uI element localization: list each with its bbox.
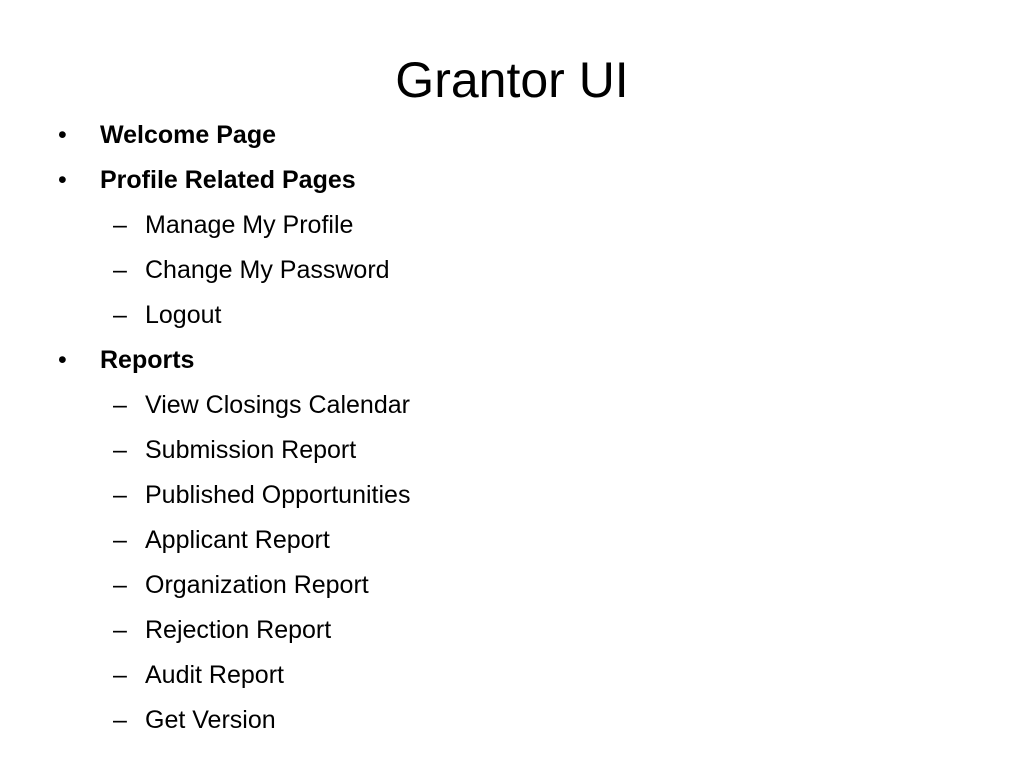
bullet-icon: • xyxy=(58,346,67,374)
list-item-label: Change My Password xyxy=(145,256,390,284)
list-item-audit-report xyxy=(56,653,956,698)
dash-icon: – xyxy=(113,391,127,419)
dash-icon: – xyxy=(113,481,127,509)
list-item-reports xyxy=(56,338,956,383)
bullet-icon: • xyxy=(58,166,67,194)
slide-title: Grantor UI xyxy=(395,52,629,108)
bullet-icon: • xyxy=(58,121,67,149)
list-item-logout xyxy=(56,293,956,338)
list-item-published-opportunities xyxy=(56,473,956,518)
list-item-manage-my-profile xyxy=(56,203,956,248)
list-item-applicant-report xyxy=(56,518,956,563)
list-item-label: Welcome Page xyxy=(100,121,277,149)
list-item-get-version xyxy=(56,698,956,743)
dash-icon: – xyxy=(113,661,127,689)
dash-icon: – xyxy=(113,436,127,464)
list-item-rejection-report xyxy=(56,608,956,653)
dash-icon: – xyxy=(113,616,127,644)
dash-icon: – xyxy=(113,211,127,239)
list-item-label: Get Version xyxy=(145,706,276,734)
list-item-view-closings-calendar xyxy=(56,383,956,428)
list-item-submission-report xyxy=(56,428,956,473)
list-item-label: Published Opportunities xyxy=(145,481,411,509)
dash-icon: – xyxy=(113,301,127,329)
list-item-profile-related-pages xyxy=(56,158,956,203)
dash-icon: – xyxy=(113,706,127,734)
list-item-label: Submission Report xyxy=(145,436,357,464)
list-item-label: Profile Related Pages xyxy=(100,166,356,194)
list-item-label: Audit Report xyxy=(145,661,284,689)
list-item-change-my-password xyxy=(56,248,956,293)
list-item-label: Organization Report xyxy=(145,571,369,599)
list-item-label: Manage My Profile xyxy=(145,211,354,239)
list-item-welcome-page xyxy=(56,113,956,158)
list-item-label: Rejection Report xyxy=(145,616,332,644)
dash-icon: – xyxy=(113,526,127,554)
dash-icon: – xyxy=(113,256,127,284)
list-item-label: Reports xyxy=(100,346,195,374)
bullet-list xyxy=(56,113,956,743)
list-item-label: Applicant Report xyxy=(145,526,330,554)
list-item-organization-report xyxy=(56,563,956,608)
list-item-label: View Closings Calendar xyxy=(145,391,410,419)
list-item-label: Logout xyxy=(145,301,222,329)
dash-icon: – xyxy=(113,571,127,599)
